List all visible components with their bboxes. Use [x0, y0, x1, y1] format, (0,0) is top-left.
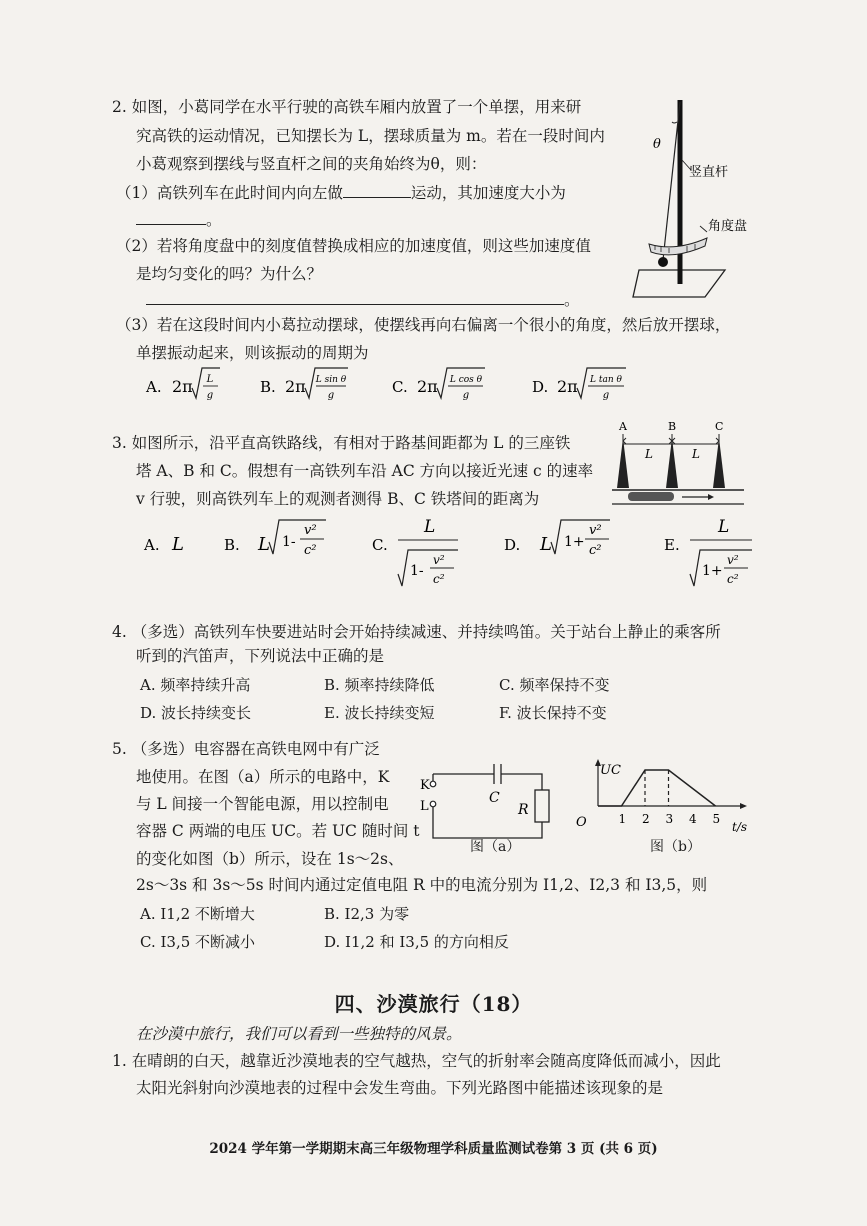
q4-option-d[interactable]: D. 波长持续变长 [140, 704, 252, 722]
q2-part2-end: 。 [564, 291, 580, 309]
q4-option-c[interactable]: C. 频率保持不变 [499, 676, 610, 694]
q2-blank-acceleration[interactable] [136, 208, 206, 225]
svg-text:L: L [258, 534, 270, 555]
q2-line3: 小葛观察到摆线与竖直杆之间的夹角始终为θ，则： [136, 155, 487, 173]
svg-text:c²: c² [589, 543, 602, 558]
q5-option-a[interactable]: A. I1,2 不断增大 [140, 905, 255, 923]
q2-option-a[interactable] [145, 368, 220, 401]
label-l: L [420, 799, 429, 814]
section-intro: 在沙漠中旅行，我们可以看到一些独特的风景。 [136, 1025, 462, 1043]
svg-text:g: g [602, 390, 610, 401]
q4-line2: 听到的汽笛声，下列说法中正确的是 [136, 647, 385, 665]
svg-text:A.: A. [146, 378, 162, 396]
towers-figure [612, 418, 747, 510]
q5-option-b[interactable]: B. I2,3 为零 [324, 905, 410, 923]
svg-text:L: L [424, 517, 436, 537]
q2-line2: 究高铁的运动情况，已知摆长为 L，摆球质量为 m。若在一段时间内 [136, 127, 605, 145]
fig-b-caption: 图（b） [650, 839, 701, 855]
q2-options [140, 362, 640, 410]
svg-text:2π: 2π [557, 377, 578, 396]
tower-a [617, 438, 629, 488]
svg-text:C.: C. [372, 536, 388, 554]
x-axis-label: t/s [732, 820, 748, 834]
svg-text:L cos θ: L cos θ [449, 375, 483, 385]
x-ticks [619, 812, 721, 826]
tower-b-label: B [668, 420, 677, 433]
svg-text:L: L [718, 517, 730, 537]
terminal-k [430, 781, 436, 787]
q3-option-b[interactable] [224, 520, 326, 558]
svg-text:v²: v² [727, 553, 739, 567]
q2-option-d[interactable] [532, 368, 626, 401]
svg-text:1+: 1+ [702, 563, 723, 579]
q3-line3: v 行驶，则高铁列车上的观测者测得 B、C 铁塔间的距离为 [136, 490, 540, 508]
svg-text:2π: 2π [417, 377, 438, 396]
pendulum-bob [658, 257, 668, 267]
origin-label: O [576, 815, 587, 830]
q3-option-a[interactable] [143, 534, 184, 555]
svg-text:B.: B. [260, 378, 276, 396]
svg-text:L: L [206, 374, 214, 385]
voltage-graph [560, 758, 760, 838]
label-resistor: R [518, 802, 529, 818]
q2-part3-line1: （3）若在这段时间内小葛拉动摆球，使摆线再向右偏离一个很小的角度，然后放开摆球， [116, 316, 731, 334]
svg-text:c²: c² [727, 572, 739, 586]
svg-text:g: g [327, 390, 335, 401]
label-k: K [420, 778, 430, 793]
x-tick-label-5: 5 [712, 812, 721, 826]
q2-blank-reason[interactable] [146, 288, 564, 305]
q2-line1: 2. 如图，小葛同学在水平行驶的高铁车厢内放置了一个单摆，用来研 [112, 98, 582, 116]
svg-text:2π: 2π [172, 377, 193, 396]
theta-label: θ [653, 137, 661, 152]
svg-text:D.: D. [532, 378, 549, 396]
q5-line5: 的变化如图（b）所示，设在 1s～2s、 [136, 850, 404, 868]
svg-text:A.: A. [144, 536, 160, 554]
q2-option-c[interactable] [392, 368, 485, 401]
q2-blank-motion[interactable] [343, 181, 411, 198]
q4-option-e[interactable]: E. 波长持续变短 [324, 704, 435, 722]
distance-label-1: L [645, 447, 653, 461]
svg-text:L: L [172, 534, 184, 555]
svg-text:1-: 1- [282, 534, 296, 550]
tower-a-label: A [619, 420, 627, 433]
svg-text:C.: C. [392, 378, 408, 396]
q3-line2: 塔 A、B 和 C。假想有一高铁列车沿 AC 方向以接近光速 c 的速率 [136, 462, 594, 480]
q3-option-d[interactable] [504, 520, 610, 558]
x-tick-label-2: 2 [642, 812, 650, 826]
q2-option-b[interactable] [260, 368, 348, 401]
q5-line3: 与 L 间接一个智能电源，用以控制电 [136, 795, 389, 813]
svg-text:E.: E. [664, 536, 680, 554]
tower-c-label: C [715, 420, 724, 433]
q4-option-a[interactable]: A. 频率持续升高 [140, 676, 251, 694]
svg-text:v²: v² [433, 553, 445, 567]
s4-q1-line1: 1. 在晴朗的白天，越靠近沙漠地表的空气越热，空气的折射率会随高度降低而减小，因此 [112, 1052, 721, 1070]
svg-text:c²: c² [304, 543, 317, 558]
q3-line1: 3. 如图所示，沿平直高铁路线，有相对于路基间距都为 L 的三座铁 [112, 434, 571, 452]
direction-arrow [708, 494, 714, 500]
svg-text:g: g [206, 390, 214, 401]
svg-text:g: g [462, 390, 470, 401]
pendulum-figure [625, 92, 755, 307]
q5-line4: 容器 C 两端的电压 UC。若 UC 随时间 t [136, 822, 420, 840]
q3-options [140, 512, 760, 594]
svg-text:2π: 2π [285, 377, 306, 396]
q2-part3-line2: 单摆振动起来，则该振动的周期为 [136, 344, 369, 362]
tower-b [666, 438, 678, 488]
svg-text:c²: c² [433, 572, 445, 586]
q2-part1-end: 。 [206, 211, 222, 229]
q2-part1-text-a: （1）高铁列车在此时间内向左做 [116, 184, 343, 202]
q4-line1: 4. （多选）高铁列车快要进站时会开始持续减速、并持续鸣笛。关于站台上静止的乘客所 [112, 623, 721, 641]
svg-text:D.: D. [504, 536, 521, 554]
q3-option-e[interactable] [664, 517, 752, 586]
svg-text:v²: v² [304, 523, 317, 538]
section-title: 四、沙漠旅行（18） [334, 992, 533, 1016]
svg-text:1-: 1- [410, 563, 424, 579]
x-tick-label-3: 3 [665, 812, 674, 826]
q2-part2-answer [146, 288, 580, 310]
pendulum-string [663, 102, 680, 260]
svg-text:L: L [540, 534, 552, 555]
train [628, 492, 674, 501]
q2-part2-line2: 是均匀变化的吗？为什么？ [136, 265, 323, 283]
q5-option-d[interactable]: D. I1,2 和 I3,5 的方向相反 [324, 933, 509, 951]
svg-text:v²: v² [589, 523, 602, 538]
label-capacitor: C [489, 790, 500, 806]
q2-part1-answer [136, 208, 222, 230]
x-tick-label-1: 1 [618, 812, 627, 826]
q4-option-f[interactable]: F. 波长保持不变 [499, 704, 607, 722]
page-footer: 2024 学年第一学期期末高三年级物理学科质量监测试卷第 3 页 (共 6 页) [209, 1141, 658, 1157]
svg-text:L sin θ: L sin θ [315, 375, 347, 385]
svg-text:L tan θ: L tan θ [590, 375, 622, 385]
svg-text:1+: 1+ [564, 534, 585, 550]
q4-option-b[interactable]: B. 频率持续降低 [324, 676, 435, 694]
q5-option-c[interactable]: C. I3,5 不断减小 [140, 933, 256, 951]
q5-line6: 2s～3s 和 3s～5s 时间内通过定值电阻 R 中的电流分别为 I1,2、I2,3 和 I3,5，则 [136, 876, 708, 894]
q3-option-c[interactable] [372, 517, 458, 586]
x-tick-label-4: 4 [689, 812, 697, 826]
q2-part1 [116, 181, 566, 203]
pole-label: 竖直杆 [689, 165, 729, 180]
tower-c [713, 438, 725, 488]
q5-line2: 地使用。在图（a）所示的电路中，K [136, 768, 390, 786]
q2-part2-line1: （2）若将角度盘中的刻度值替换成相应的加速度值，则这些加速度值 [116, 237, 591, 255]
dial-label: 角度盘 [708, 219, 748, 234]
y-axis-label: UC [600, 763, 621, 778]
q5-line1: 5. （多选）电容器在高铁电网中有广泛 [112, 740, 380, 758]
q2-part1-text-b: 运动，其加速度大小为 [410, 184, 566, 202]
svg-text:B.: B. [224, 536, 240, 554]
distance-label-2: L [692, 447, 700, 461]
fig-a-caption: 图（a） [470, 839, 521, 855]
s4-q1-line2: 太阳光斜射向沙漠地表的过程中会发生弯曲。下列光路图中能描述该现象的是 [136, 1079, 664, 1097]
terminal-l [430, 801, 436, 807]
